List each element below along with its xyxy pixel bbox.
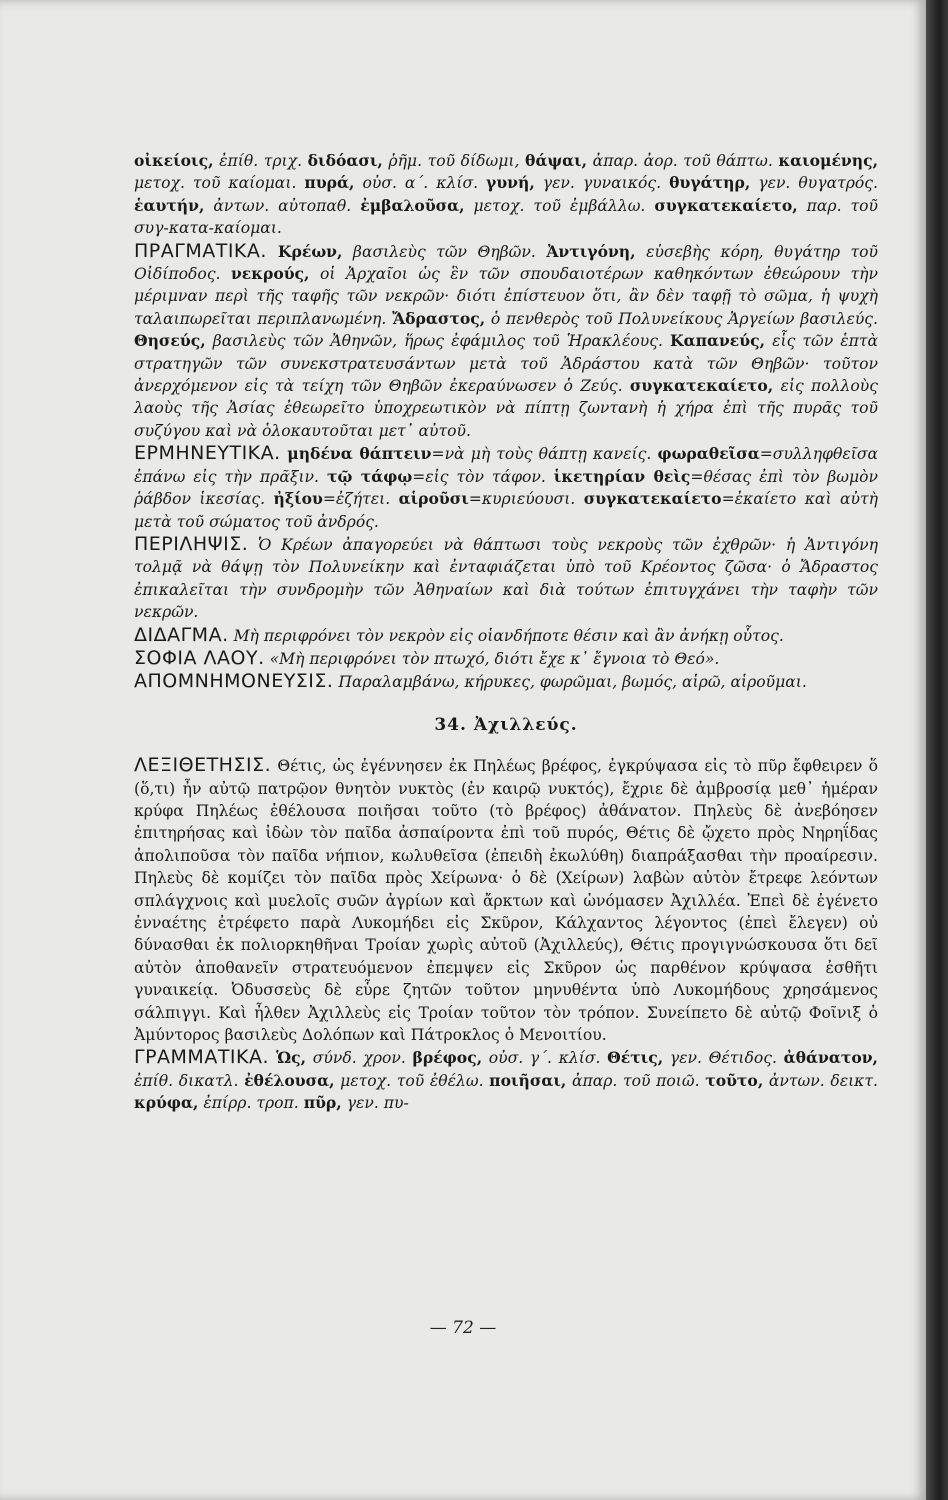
term: ἱκετηρίαν θεὶς	[553, 466, 691, 486]
term: πῦρ,	[303, 1093, 342, 1113]
pragmatika-section	[134, 240, 878, 443]
term: Ὡς,	[269, 1048, 307, 1068]
gloss: ῥῆμ. τοῦ δίδωμι,	[382, 152, 526, 170]
book-binding-edge	[926, 0, 948, 1500]
gloss: ἐπίθ. τριχ.	[213, 152, 308, 170]
section-heading: ΠΡΑΓΜΑΤΙΚΑ.	[134, 239, 267, 262]
term: τοῦτο,	[705, 1070, 764, 1090]
ermineftika-section	[134, 442, 878, 533]
gloss: γεν. γυναικός.	[534, 174, 670, 193]
term: θυγάτηρ,	[669, 173, 751, 193]
gloss: μετοχ. τοῦ καίομαι.	[134, 174, 305, 193]
term: συγκατεκαίετο,	[629, 376, 774, 396]
term: ποιῆσαι,	[489, 1070, 567, 1090]
term: κρύφα,	[134, 1093, 199, 1113]
section-heading: ΔΙΔΑΓΜΑ.	[134, 623, 229, 646]
chapter-title: 34. Ἀχιλλεύς.	[434, 714, 578, 735]
gloss: =συλληφθεῖσα ἐπάνω εἰς τὴν πρᾶξιν.	[134, 445, 878, 486]
gloss: εἷς τῶν ἑπτὰ στρατηγῶν τῶν συνεκστρατευσάντων μετὰ τοῦ Ἀδράστου κατὰ τῶν Θηβῶν· τοῦτον ἀνερχόμενον εἰς τὰ τείχη τῶν Θηβῶν ἐκεραύνωσεν ὁ Ζεύς.	[134, 332, 878, 396]
term: θάψαι,	[525, 151, 588, 170]
term: Ἄδραστος,	[392, 308, 486, 328]
section-heading: ΠΕΡΙΛΗΨΙΣ.	[134, 532, 249, 555]
gloss: ὁ πενθερὸς τοῦ Πολυνείκους Ἀργείων βασιλεύς.	[485, 309, 878, 328]
term: Ἀντιγόνη,	[546, 241, 636, 261]
term: τῷ τάφῳ	[326, 466, 413, 486]
gloss: εἰς πολλοὺς λαοὺς τῆς Ἀσίας ἐθεωρεῖτο ὑποχρεωτικὸν νὰ πίπτῃ ζωντανὴ ἡ χήρα ἐπὶ τῆς πυρᾶς τοῦ συζύγου καὶ νὰ ὁλοκαυτοῦται μετ᾽ αὐτοῦ.	[134, 377, 878, 440]
gloss: γεν. θυγατρός.	[750, 174, 878, 193]
term: ἠξίου	[273, 489, 323, 509]
term: γυνή,	[486, 173, 535, 193]
section-heading: ΕΡΜΗΝΕΥΤΙΚΑ.	[134, 442, 281, 465]
gloss: γεν. πυ-	[341, 1094, 409, 1113]
gloss: γεν. Θέτιδος.	[663, 1049, 784, 1068]
term: οἰκείοις,	[134, 151, 214, 170]
term: αἱροῦσι	[398, 489, 469, 509]
term: μηδένα θάπτειν	[280, 444, 432, 464]
section-text: Ὁ Κρέων ἀπαγορεύει νὰ θάπτωσι τοὺς νεκροὺς τῶν ἐχθρῶν· ἡ Ἀντιγόνη τολμᾷ νὰ θάψῃ τὸν Πολυνείκην καὶ ἐνταφιάζεται ὑπὸ τοῦ Κρέοντος ζῶσα· ὁ Ἄδραστος ἐπικαλεῖται τὴν συνδρομὴν τῶν Ἀθηναίων καὶ διὰ τούτων ἐπιτυγχάνει τὴν ταφὴν τῶν νεκρῶν.	[134, 535, 878, 622]
term: Καπανεύς,	[670, 331, 766, 351]
term: Θέτις,	[607, 1048, 664, 1068]
didagma-section	[134, 624, 878, 647]
term: συγκατεκαίετο,	[654, 195, 798, 215]
vocabulary-paragraph	[134, 150, 878, 240]
gloss: =ἐζήτει.	[322, 490, 399, 509]
section-text: Θέτις, ὡς ἐγέννησεν ἐκ Πηλέως βρέφος, ἐγκρύψασα εἰς τὸ πῦρ ἔφθειρεν ὅ (ὅ,τι) ἦν αὐτῷ πατρῷον θνητὸν νυκτὸς (ἐν καιρῷ νυκτός), ἔχριε δὲ ἀμβροσίᾳ μεθ᾽ ἡμέραν κρύφα Πηλέως ἐθέλουσα ποιῆσαι τοῦτο (τὸ βρέφος) ἀθάνατον. Πηλεὺς δὲ ἀνεβόησεν ἐπιτηρήσας καὶ ἰδὼν τὸν παῖδα ἀσπαίροντα ἐπὶ τοῦ πυρός, Θέτις δὲ ᾤχετο πρὸς Νηρηΐδας ἀπολιποῦσα τὸν παῖδα νήπιον, κωλυθεῖσα (ἐπειδὴ ἐκωλύθη) διαπράξασθαι τὴν προαίρεσιν. Πηλεὺς δὲ κομίζει τὸν παῖδα πρὸς Χείρωνα· ὁ δὲ (Χείρων) λαβὼν αὐτὸν ἔτρεφε λεόντων σπλάγχνοις καὶ μυελοῖς συῶν ἀγρίων καὶ ἄρκτων καὶ ὠνόμασεν Ἀχιλλέα. Ἐπεὶ δὲ ἐγένετο ἐνναέτης ἐτρέφετο παρὰ Λυκομήδει εἰς Σκῦρον, Κάλχαντος λέγοντος (ἐπεὶ ἔλεγεν) οὐ δύνασθαι ἐκ πολιορκηθῆναι Τροίαν χωρὶς αὐτοῦ (Ἀχιλλεύς), Θέτις προγιγνώσκουσα ὅτι δεῖ αὐτὸν ἀποθανεῖν στρατευόμενον ἐπεμψεν εἰς Σκῦρον ὡς παρθένον κρύψασα ἐσθῆτι γυναικείᾳ. Ὀδυσσεὺς δὲ εὗρε ζητῶν τοῦτον μηνυθέντα ὑπὸ Λυκομήδους χρησάμενος σάλπιγγι. Καὶ ἦλθεν Ἀχιλλεὺς εἰς Τροίαν τοῦτον τὸν τρόπον. Συνείπετο δὲ αὐτῷ Φοῖνιξ ὁ Ἀμύντορος βασιλεὺς Δολόπων καὶ Πάτροκλος ὁ Μενοιτίου.	[134, 757, 878, 1045]
term: νεκρούς,	[230, 264, 310, 284]
gloss: εὐσεβὴς κόρη, θυγάτηρ τοῦ Οἰδίποδος.	[134, 242, 878, 284]
grammatika-section	[134, 1046, 878, 1114]
sofia-laou-section	[134, 647, 878, 670]
gloss: =νὰ μὴ τοὺς θάπτῃ κανείς.	[431, 445, 658, 464]
gloss: οἱ Ἀρχαῖοι ὡς ἓν τῶν σπουδαιοτέρων καθηκόντων ἐθεώρουν τὴν μέριμναν περὶ τῆς ταφῆς τῶν νεκρῶν· διότι ἐπίστευον ὅτι, ἂν δὲν ταφῇ τὸ σῶμα, ἡ ψυχὴ ταλαιπωρεῖται περιπλανωμένη.	[134, 265, 878, 328]
gloss: βασιλεὺς τῶν Ἀθηνῶν, ἥρως ἐφάμιλος τοῦ Ἡρακλέους.	[205, 332, 671, 351]
lexithetisis-section	[134, 754, 878, 1046]
gloss: ἀντων. αὐτοπαθ.	[204, 196, 361, 215]
section-text: «Μὴ περιφρόνει τὸν πτωχό, διότι ἔχε κ᾽ ἔγνοια τὸ Θεό».	[264, 649, 720, 668]
section-heading: ΛΕΞΙΘΕΤΗΣΙΣ.	[134, 754, 272, 777]
perilipsis-section	[134, 533, 878, 624]
gloss: =θέσας ἐπὶ τὸν βωμὸν ῥάβδον ἱκεσίας.	[134, 467, 879, 509]
gloss: οὐσ. α΄. κλίσ.	[354, 174, 487, 193]
term: συγκατεκαίετο	[583, 489, 722, 509]
gloss: =κυριεύουσι.	[468, 490, 584, 509]
term: φωραθεῖσα	[657, 444, 760, 464]
gloss: =ἐκαίετο καὶ αὐτὴ μετὰ τοῦ σώματος τοῦ ἀνδρός.	[134, 490, 878, 531]
term: καιομένης,	[778, 151, 878, 170]
term: βρέφος,	[412, 1048, 483, 1068]
section-text: Παραλαμβάνω, κήρυκες, φωρῶμαι, βωμός, αἱρῶ, αἱροῦμαι.	[333, 673, 807, 692]
page-content	[134, 150, 878, 1115]
gloss: ἐπίρρ. τροπ.	[198, 1094, 304, 1113]
term: ἐμβαλοῦσα,	[360, 195, 465, 215]
page-number: — 72 —	[429, 1318, 497, 1338]
gloss: μετοχ. τοῦ ἐθέλω.	[334, 1071, 490, 1090]
section-heading: ΓΡΑΜΜΑΤΙΚΑ.	[134, 1046, 270, 1069]
section-heading: ΑΠΟΜΝΗΜΟΝΕΥΣΙΣ.	[134, 670, 334, 693]
term: ἐθέλουσα,	[244, 1070, 335, 1090]
gloss: βασιλεὺς τῶν Θηβῶν.	[342, 242, 547, 261]
gloss: ἀντων. δεικτ.	[763, 1071, 878, 1090]
term: πυρά,	[304, 173, 355, 193]
term: Κρέων,	[266, 241, 343, 261]
section-heading: ΣΟΦΙΑ ΛΑΟΥ.	[134, 646, 265, 669]
gloss: ἀπαρ. τοῦ ποιῶ.	[566, 1071, 706, 1090]
gloss: ἀπαρ. ἀορ. τοῦ θάπτω.	[587, 152, 779, 170]
term: Θησεύς,	[134, 331, 206, 351]
gloss: οὐσ. γ΄. κλίσ.	[482, 1049, 608, 1068]
gloss: μετοχ. τοῦ ἐμβάλλω.	[464, 196, 655, 215]
term: ἀθάνατον,	[783, 1048, 878, 1068]
gloss: σύνδ. χρον.	[306, 1049, 413, 1068]
apomnimonefsis-section	[134, 670, 878, 693]
gloss: ἐπίθ. δικατλ.	[134, 1071, 245, 1090]
gloss: παρ. τοῦ συγ-κατα-καίομαι.	[134, 196, 879, 238]
term: διδόασι,	[307, 151, 383, 170]
gloss: =εἰς τὸν τάφον.	[412, 467, 554, 486]
term: ἑαυτήν,	[134, 195, 205, 215]
section-text: Μὴ περιφρόνει τὸν νεκρὸν εἰς οἱανδήποτε θέσιν καὶ ἂν ἀνήκῃ οὗτος.	[228, 626, 784, 645]
